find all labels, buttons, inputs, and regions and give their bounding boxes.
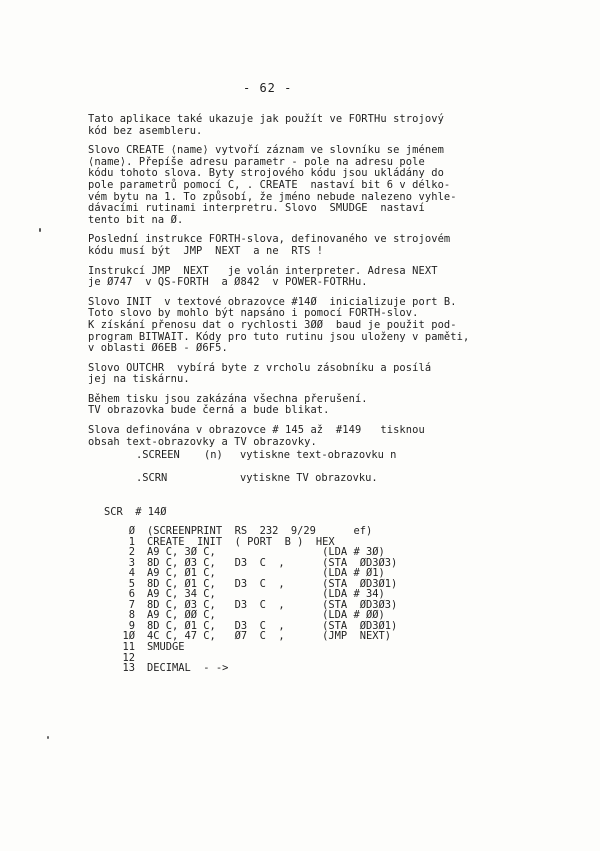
code-text: A9 C, 3Ø C, (LDA # 3Ø): [147, 546, 385, 559]
text-line: kód bez asembleru.: [88, 124, 203, 137]
screen-title: SCR # 14Ø: [104, 506, 167, 518]
text-line: Během tisku jsou zakázána všechna přerušení.: [88, 392, 368, 405]
line-number: 9: [128, 619, 135, 632]
line-number: 1: [128, 535, 135, 548]
command-argument: (n): [204, 449, 223, 461]
code-text: A9 C, ØØ C, (LDA # ØØ): [147, 609, 385, 622]
page-number: - 62 -: [243, 81, 293, 95]
line-number: 2: [128, 546, 135, 559]
code-text: A9 C, Ø1 C, (LDA # Ø1): [147, 567, 385, 580]
text-line: ⟨name⟩. Přepíše adresu parametr - pole na adresu pole: [88, 155, 425, 168]
text-line: pole parametrů pomocí C, . CREATE nastaví bit 6 v délko-: [88, 178, 451, 191]
text-line: je Ø747 v QS-FORTH a Ø842 v POWER-FOTRHu.: [88, 276, 368, 289]
forth-screen-listing: [104, 506, 397, 674]
text-line: Slovo OUTCHR vybírá byte z vrcholu zásobníku a posílá: [88, 361, 432, 374]
code-text: DECIMAL - ->: [147, 662, 229, 675]
text-line: jej na tiskárnu.: [88, 373, 190, 386]
code-block: [104, 526, 397, 674]
command-description: vytiskne text-obrazovku n: [240, 449, 397, 461]
text-line: TV obrazovka bude černá a bude blikat.: [88, 404, 330, 417]
text-line: kódu musí být JMP NEXT a ne RTS !: [88, 244, 324, 257]
text-line: tento bit na Ø.: [88, 213, 184, 226]
text-line: obsah text-obrazovky a TV obrazovky.: [88, 435, 317, 448]
line-number: 5: [128, 577, 135, 590]
line-number: 1Ø: [122, 630, 135, 643]
text-line: Slovo CREATE ⟨name⟩ vytvoří záznam ve slovníku se jménem: [88, 144, 444, 157]
paragraph: [88, 425, 528, 448]
command-argument: [204, 472, 240, 484]
code-line: [113, 663, 397, 674]
line-number: 11: [122, 641, 135, 654]
line-number: Ø: [128, 525, 135, 537]
text-line: program BITWAIT. Kódy pro tuto rutinu jsou uloženy v paměti,: [88, 330, 470, 343]
text-line: Poslední instrukce FORTH-slova, definovaného ve strojovém: [88, 233, 451, 246]
code-text: SMUDGE: [147, 641, 185, 654]
text-line: v oblasti Ø6EB - Ø6F5.: [88, 342, 228, 355]
text-line: dávacími rutinami interpretru. Slovo SMUDGE nastaví: [88, 202, 425, 215]
text-line: vém bytu na 1. To způsobí, že jméno nebude nalezeno vyhle-: [88, 190, 457, 203]
code-text: 8D C, Ø1 C, D3 C , (STA ØD3Ø1): [147, 619, 398, 632]
text-line: Instrukcí JMP NEXT je volán interpreter. Adresa NEXT: [88, 264, 438, 277]
command-row: [136, 472, 396, 484]
code-text: (SCREENPRINT RS 232 9/29 ef): [147, 525, 373, 537]
text-line: Slova definována v obrazovce # 145 až #149 tisknou: [88, 424, 425, 437]
paragraph: [88, 234, 528, 257]
body-text: [88, 114, 528, 456]
command-row: [136, 449, 396, 461]
command-name: .SCREEN: [136, 449, 180, 461]
text-line: Toto slovo by mohlo být napsáno i pomocí FORTH-slov.: [88, 307, 419, 320]
line-number: 6: [128, 588, 135, 601]
code-text: 4C C, 47 C, Ø7 C , (JMP NEXT): [147, 630, 391, 643]
line-number: 8: [128, 609, 135, 622]
scan-speck: [47, 736, 49, 739]
code-text: 8D C, Ø3 C, D3 C , (STA ØD3Ø3): [147, 598, 398, 611]
paragraph: [88, 266, 528, 289]
command-description: vytiskne TV obrazovku.: [240, 472, 378, 484]
paragraph: [88, 145, 528, 226]
paragraph: [88, 363, 528, 386]
text-line: kódu tohoto slova. Byty strojového kódu jsou ukládány do: [88, 167, 444, 180]
line-number: 13: [122, 662, 135, 675]
code-text: 8D C, Ø3 C, D3 C , (STA ØD3Ø3): [147, 556, 398, 569]
line-number: 4: [128, 567, 135, 580]
line-number: 3: [128, 556, 135, 569]
code-text: CREATE INIT ( PORT B ) HEX: [147, 535, 335, 548]
text-line: Slovo INIT v textové obrazovce #14Ø inicializuje port B.: [88, 295, 457, 308]
code-line: [113, 642, 397, 653]
paragraph: [88, 114, 528, 137]
paragraph: [88, 394, 528, 417]
line-number: 7: [128, 598, 135, 611]
code-line: [113, 526, 397, 537]
paragraph: [88, 297, 528, 355]
line-number: 12: [122, 651, 135, 664]
text-line: Tato aplikace také ukazuje jak použít ve FORTHu strojový: [88, 113, 444, 125]
scan-speck: [39, 228, 41, 232]
text-line: K získání přenosu dat o rychlosti 3ØØ baud je použit pod-: [88, 318, 457, 331]
command-list: [136, 449, 396, 495]
command-name: .SCRN: [136, 472, 168, 484]
code-text: A9 C, 34 C, (LDA # 34): [147, 588, 385, 601]
code-text: 8D C, Ø1 C, D3 C , (STA ØD3Ø1): [147, 577, 398, 590]
